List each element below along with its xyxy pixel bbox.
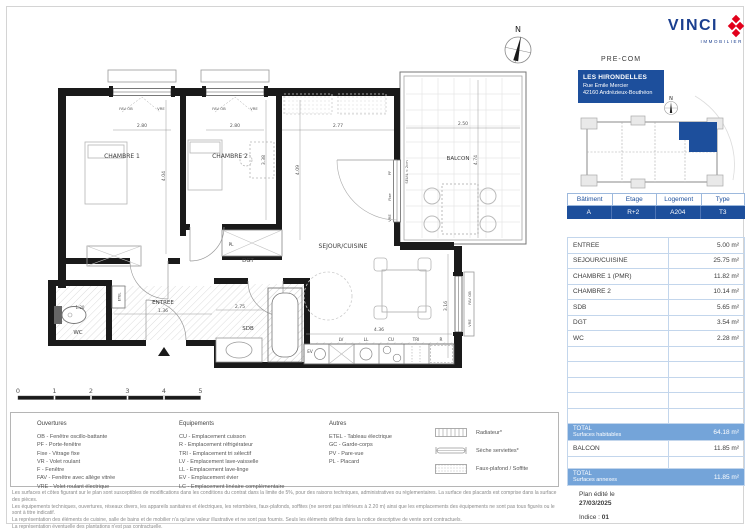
area-label: DGT [573,319,587,327]
keyplan-north-letter: N [669,96,673,102]
legend-item: LL - Emplacement lave-linge [179,467,249,473]
area-empty-row [568,347,744,363]
total-value: 64.18 m² [713,428,739,436]
dim-sejour-height: 4.09 [296,164,301,176]
total-sublabel: Surfaces habitables [573,432,622,439]
scale-tick: 4 [161,387,167,395]
legend-symbol-radiator [435,428,502,437]
area-empty-row [568,409,744,425]
unit-header-logement: Logement [656,193,701,206]
area-value: 25.75 m² [668,254,744,269]
balcony-furniture [424,184,496,234]
indice-value: 01 [601,514,610,522]
project-name: LES HIRONDELLES [583,74,648,81]
edition-date: 27/03/2025 [579,500,612,508]
legend-item: VR - Volet roulant [37,458,81,465]
dim-kitchen-width: 4.36 [373,328,385,333]
legend-symbol-towel-dryer [435,446,519,455]
legend-symbol-label: Radiateur* [476,429,502,436]
legend-item: PL - Placard [329,458,360,465]
keyplan-compass-icon [665,96,678,115]
scale-tick: 5 [198,387,203,395]
entrance-arrow [158,347,170,356]
room-label-pl: PL [228,242,234,247]
legend-item: CU - Emplacement cuisson [179,434,246,440]
brand-name: VINCI [667,17,718,34]
window-label-favob-2: FAV OB [212,106,226,111]
balcon-row [568,441,744,457]
kitchen-label-cu: CU [388,337,394,342]
edition-info [579,490,615,522]
program-status: PRE-COM [600,56,642,63]
scale-tick: 0 [15,387,21,395]
legend-box [10,412,559,490]
total-sublabel: Surfaces annexes [573,477,618,484]
door-label-pf: PF [387,170,392,176]
scale-tick: 1 [52,387,57,395]
area-label: CHAMBRE 1 (PMR) [573,272,632,280]
area-label: CHAMBRE 2 [573,288,611,296]
unit-value-logement: A204 [656,206,701,219]
window-label-vre-2: VRE [250,106,258,111]
area-empty-row [568,393,744,409]
keyplan-building [581,116,723,188]
legend-symbol-label: Sèche serviettes* [476,447,519,454]
door-label-vre-3: VRE [387,214,392,222]
indice-label: Indice : [579,514,600,522]
project-address-2: 42160 Andrézieux-Bouthéon [583,90,653,96]
footnotes [12,490,560,530]
window-label-favob-3: FAV OB [467,291,472,305]
scale-tick: 3 [125,387,130,395]
balcon-value: 11.85 m² [668,441,744,456]
area-value: 2.28 m² [668,331,744,346]
window-label-vre-4: VRE [467,319,472,327]
window-chambre2 [201,70,269,112]
footnote-line: Les surfaces et côtes figurant sur le plan sont susceptibles de modifications dans les conditions du contrat dans la limite de 5%, pour des raisons techniques, administratives ou réglementaires. La surface des placards est comprise dans la surface des pièces. [12,490,557,503]
area-label: WC [573,334,584,342]
area-value: 10.14 m² [668,285,744,300]
brand-division: IMMOBILIER [700,39,743,44]
kitchen-label-tri: TRI [412,337,420,342]
legend-item: ETEL - Tableau électrique [329,434,392,440]
total-value: 11.85 m² [713,473,739,481]
area-value: 11.82 m² [668,269,744,284]
balcony-door [337,160,401,222]
legend-item: EV - Emplacement évier [179,475,239,482]
legend-item: LC - Emplacement linéaire complémentaire [179,483,285,490]
north-compass-icon [503,25,534,65]
area-value: 5.00 m² [668,238,744,253]
room-label-balcon: BALCON [446,156,470,162]
total-annexe-row [568,469,744,486]
legend-autres [329,420,392,466]
legend-equipements [179,420,284,491]
legend-symbol-label: Faux-plafond / Soffite [476,466,529,472]
legend-item: LV - Emplacement lave-vaisselle [179,458,259,465]
area-row [568,316,744,332]
scale-bar [14,386,214,404]
footnote-line: Les équipements techniques, ouvertures, réseaux divers, les appareils sanitaires et électriques, les retombées, faux-plafonds, soffites (ne seront pas inférieurs à 2.20 m) ainsi que les emplacements des équipements ne sont pas tous figurés ou le sont à titre indicatif. [12,503,555,517]
dim-ch2-height: 3.38 [262,154,267,166]
dim-ch1-height: 4.04 [162,170,167,182]
dim-wc-width: 1.20 [75,305,85,310]
dim-sdb-width: 2.75 [234,305,246,310]
area-row [568,254,744,270]
legend-item: R - Emplacement réfrigérateur [179,442,253,449]
window-label-favob-1: FAV OB [119,106,133,111]
total-label: TOTAL [573,470,592,477]
area-row [568,285,744,301]
floor-plan [8,8,558,410]
unit-value-type: T3 [718,209,727,216]
kitchen-label-ll: LL [363,337,369,342]
legend-item: VRE - Volet roulant électrique [37,483,110,490]
dim-ch1-width: 2.80 [136,124,148,129]
label-etel: ETEL [117,292,122,302]
area-label: SEJOUR/CUISINE [573,257,628,265]
unit-header-etage: Etage [612,193,657,206]
unit-value-batiment: A [567,206,612,219]
area-row [568,331,744,347]
area-label: SDB [573,303,587,311]
area-empty-row [568,457,744,470]
legend-title-equipements: Equipements [179,421,215,427]
kitchen-label-lv: LV [338,337,344,342]
faux-plafond-icon [435,464,467,474]
area-row [568,300,744,316]
dim-sejour-width: 2.77 [332,124,344,129]
legend-title-ouvertures: Ouvertures [37,421,67,427]
unit-header-type: Type [701,193,746,206]
north-letter: N [515,25,521,34]
area-value: 3.54 m² [668,316,744,331]
legend-item: FAV - Fenêtre avec allège vitrée [37,475,116,482]
total-habitable-row [568,424,744,441]
window-label-vre-1: VRE [157,106,165,111]
dim-seuil: SEUIL < 2cm [405,160,409,184]
project-address-1: Rue Emile Mercier [583,83,629,89]
room-label-wc: WC [73,330,83,336]
kitchen-label-r: R [439,337,443,342]
room-label-chambre1: CHAMBRE 1 [104,153,140,160]
legend-symbol-faux-plafond [435,464,528,474]
footnote-line: La représentation éventuelle des plantations n'est pas contractuelle. [12,523,163,530]
total-label: TOTAL [573,425,592,432]
room-label-dgt: DGT [242,258,254,264]
legend-item: PF - Porte-fenêtre [37,442,82,449]
dim-ch2-width: 2.80 [229,124,241,129]
key-plan [567,94,745,192]
radiator-icon [435,428,467,437]
area-value: 5.65 m² [668,300,744,315]
towel-dryer-icon [435,446,467,455]
legend-item: Fixe - Vitrage fixe [37,450,80,457]
vinci-logo-mark-icon [721,14,745,38]
area-row [568,238,744,254]
dim-balcon-width: 2.50 [457,122,469,127]
legend-ouvertures [37,420,115,491]
area-empty-row [568,362,744,378]
dim-entree-width: 1.36 [157,309,169,314]
legend-item: F - Fenêtre [37,467,65,473]
area-row [568,269,744,285]
vinci-logo [645,14,745,44]
legend-item: PV - Pare-vue [329,450,364,457]
room-label-entree: ENTREE [152,300,174,306]
area-label: ENTREE [573,241,600,249]
legend-item: GC - Garde-corps [329,442,373,449]
unit-table [567,193,745,219]
unit-header-batiment: Bâtiment [567,193,612,206]
room-label-sejour: SEJOUR/CUISINE [318,243,368,250]
area-empty-row [568,378,744,394]
edition-label: Plan édité le [579,491,615,498]
room-label-sdb: SDB [242,326,254,332]
areas-table [567,237,745,486]
footnote-line: La représentation des éléments de cuisine, salle de bains et de mobilier n'a qu'une valeur illustrative et ne sont pas fournis. Seuls les éléments définis dans la notice descriptive de vente sont contractuels. [12,517,462,523]
scale-tick: 2 [88,387,94,395]
room-label-chambre2: CHAMBRE 2 [212,153,248,160]
unit-value-etage: R+2 [612,206,657,219]
legend-item: OB - Fenêtre oscillo-battante [37,434,108,440]
dim-balcon-height: 4.74 [474,154,479,166]
balcon-label: BALCON [573,444,600,452]
dim-sejour-height2: 3.16 [444,300,449,312]
door-label-fixe: Fixe [387,193,392,201]
legend-title-autres: Autres [329,421,347,427]
kitchen-counter [304,344,454,364]
kitchen-label-ev: EV [307,349,313,354]
legend-item: TRI - Emplacement tri sélectif [179,450,252,457]
